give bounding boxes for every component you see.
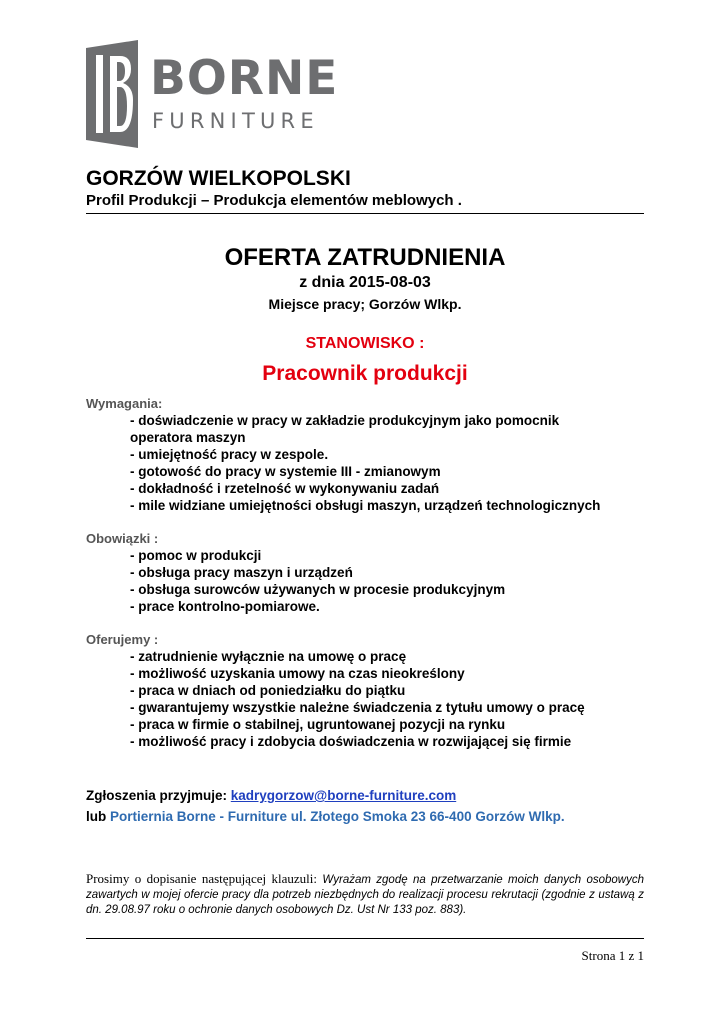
benefits-title: Oferujemy : xyxy=(86,632,159,647)
list-item: - możliwość pracy i zdobycia doświadczenia w rozwijającej się firmie xyxy=(130,734,572,749)
requirements-list xyxy=(130,412,650,514)
address-line xyxy=(86,810,565,824)
list-item: - mile widziane umiejętności obsługi maszyn, urządzeń technologicznych xyxy=(130,498,601,513)
clause-text: Wyrażam zgodę na przetwarzanie moich danych osobowych zawartych w mojej ofercie pracy dla potrzeb niezbędnych do realizacji procesu rekrutacji (zgodnie z ustawą z dn. 29.08.97 roku o ochronie danych osobowych Dz. Ust Nr 133 poz. 883). xyxy=(86,874,644,916)
list-item: - gwarantujemy wszystkie należne świadczenia z tytułu umowy o pracę xyxy=(130,700,585,715)
requirements-title: Wymagania: xyxy=(86,396,163,411)
apply-label: Zgłoszenia przyjmuje xyxy=(86,788,223,803)
or-label: lub xyxy=(86,809,110,824)
offer-date: z dnia 2015-08-03 xyxy=(299,274,431,291)
position-label: STANOWISKO : xyxy=(305,335,425,352)
city-heading: GORZÓW WIELKOPOLSKI xyxy=(86,167,351,190)
list-item: - możliwość uzyskania umowy na czas nieokreślony xyxy=(130,666,465,681)
list-item: - doświadczenie w pracy w zakładzie produkcyjnym jako pomocnik xyxy=(130,413,560,428)
list-item: - zatrudnienie wyłącznie na umowę o pracę xyxy=(130,649,407,664)
consent-clause xyxy=(86,871,644,918)
list-item: - obsługa pracy maszyn i urządzeń xyxy=(130,565,353,580)
email-link[interactable]: kadrygorzow@borne-furniture.com xyxy=(230,788,457,803)
address-text: Portiernia Borne - Furniture ul. Złotego Smoka 23 66-400 Gorzów Wlkp. xyxy=(110,809,565,824)
page-number: Strona 1 z 1 xyxy=(581,948,644,963)
list-item: - umiejętność pracy w zespole. xyxy=(130,447,329,462)
production-profile: Profil Produkcji – Produkcja elementów meblowych . xyxy=(86,192,462,209)
apply-colon: : xyxy=(222,788,231,803)
list-item: operatora maszyn xyxy=(130,430,246,445)
workplace: Miejsce pracy; Gorzów Wlkp. xyxy=(268,296,462,312)
logo-brand-sub: FURNITURE xyxy=(152,109,319,133)
list-item: - praca w dniach od poniedziałku do piątku xyxy=(130,683,406,698)
list-item: - prace kontrolno-pomiarowe. xyxy=(130,599,320,614)
borne-logo-mark xyxy=(86,40,142,148)
header-divider xyxy=(86,213,644,214)
position-name: Pracownik produkcji xyxy=(262,362,468,385)
list-item: - pomoc w produkcji xyxy=(130,548,262,563)
logo-brand-name: BORNE xyxy=(150,51,339,106)
list-item: - gotowość do pracy w systemie III - zmianowym xyxy=(130,464,441,479)
duties-title: Obowiązki : xyxy=(86,531,159,546)
benefits-list xyxy=(130,648,650,750)
offer-title: OFERTA ZATRUDNIENIA xyxy=(224,244,506,271)
clause-lead: Prosimy o dopisanie następującej klauzuli: xyxy=(86,871,323,886)
list-item: - obsługa surowców używanych w procesie produkcyjnym xyxy=(130,582,506,597)
duties-list xyxy=(130,547,650,615)
list-item: - dokładność i rzetelność w wykonywaniu zadań xyxy=(130,481,440,496)
footer-divider xyxy=(86,938,644,939)
list-item: - praca w firmie o stabilnej, ugruntowanej pozycji na rynku xyxy=(130,717,506,732)
apply-line xyxy=(86,789,456,803)
